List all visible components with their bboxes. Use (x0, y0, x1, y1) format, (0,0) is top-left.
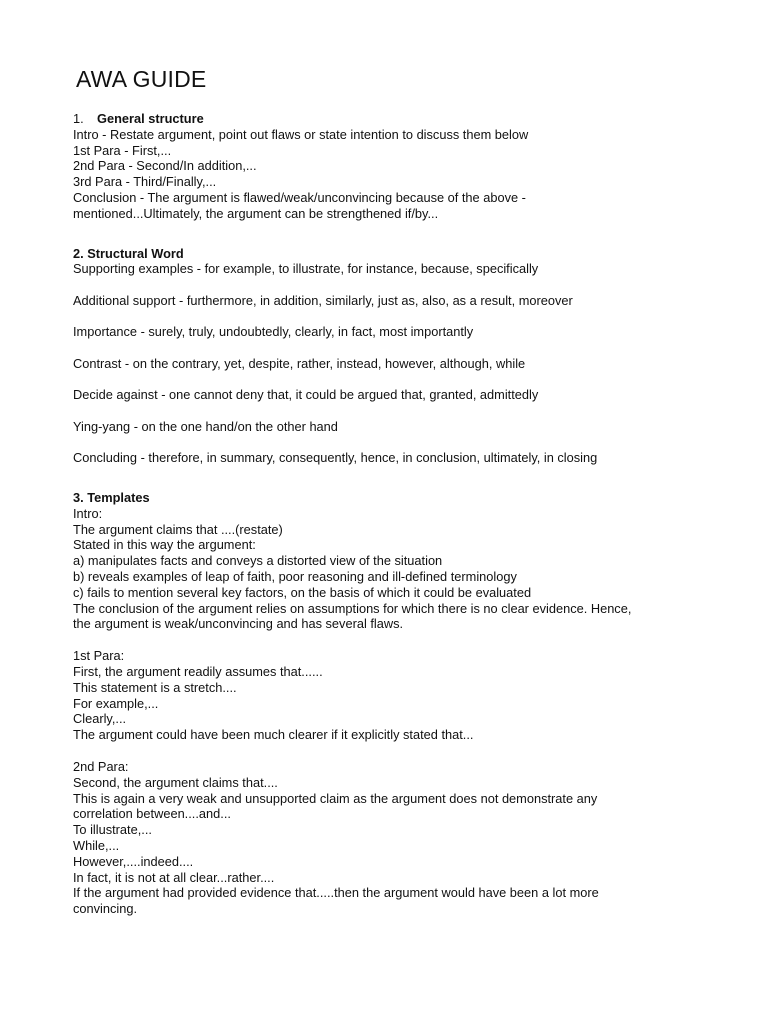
text-line: mentioned...Ultimately, the argument can be strengthened if/by... (73, 205, 439, 221)
section-heading-general-structure (73, 111, 723, 127)
section-heading-templates: 3. Templates (73, 490, 150, 506)
list-item: Importance - surely, truly, undoubtedly, clearly, in fact, most importantly (73, 324, 474, 340)
spacer (73, 632, 723, 648)
text-line: Conclusion - The argument is flawed/weak/unconvincing because of the above - (73, 189, 526, 205)
list-item: Contrast - on the contrary, yet, despite, rather, instead, however, although, while (73, 355, 526, 371)
text-line: Clearly,... (73, 711, 127, 727)
text-line: 1st Para - First,... (73, 142, 172, 158)
text-line: 3rd Para - Third/Finally,... (73, 174, 217, 190)
text-line: a) manipulates facts and conveys a distorted view of the situation (73, 553, 443, 569)
section-title: General structure (97, 111, 204, 126)
section-heading-structural-word: 2. Structural Word (73, 245, 184, 261)
text-line: To illustrate,... (73, 822, 152, 838)
spacer (73, 466, 723, 490)
list-item: Concluding - therefore, in summary, consequently, hence, in conclusion, ultimately, in closing (73, 450, 598, 466)
spacer (73, 222, 723, 246)
text-line: In fact, it is not at all clear...rather.... (73, 869, 275, 885)
text-line: the argument is weak/unconvincing and has several flaws. (73, 616, 404, 632)
page-title: AWA GUIDE (76, 66, 207, 92)
text-line: However,....indeed.... (73, 853, 194, 869)
text-line: Stated in this way the argument: (73, 537, 256, 553)
text-line: The argument could have been much clearer if it explicitly stated that... (73, 727, 474, 743)
section-number: 1. (73, 111, 84, 126)
text-line: c) fails to mention several key factors, on the basis of which it could be evaluated (73, 584, 532, 600)
text-line: 2nd Para: (73, 759, 129, 775)
text-line: Second, the argument claims that.... (73, 774, 278, 790)
text-line: correlation between....and... (73, 806, 231, 822)
list-item: Additional support - furthermore, in addition, similarly, just as, also, as a result, moreover (73, 292, 573, 308)
text-line: This statement is a stretch.... (73, 679, 237, 695)
document-body (73, 111, 723, 917)
text-line: While,... (73, 838, 120, 854)
text-line: 2nd Para - Second/In addition,... (73, 158, 257, 174)
text-line: The argument claims that ....(restate) (73, 521, 283, 537)
spacer (73, 743, 723, 759)
text-line: This is again a very weak and unsupported claim as the argument does not demonstrate any (73, 790, 598, 806)
list-item: Supporting examples - for example, to illustrate, for instance, because, specifically (73, 261, 539, 277)
text-line: The conclusion of the argument relies on assumptions for which there is no clear evidence. Hence, (73, 600, 632, 616)
text-line: 1st Para: (73, 648, 125, 664)
text-line: For example,... (73, 695, 159, 711)
text-line: b) reveals examples of leap of faith, poor reasoning and ill-defined terminology (73, 569, 517, 585)
text-line: First, the argument readily assumes that...... (73, 664, 323, 680)
list-item: Ying-yang - on the one hand/on the other hand (73, 418, 338, 434)
list-item: Decide against - one cannot deny that, it could be argued that, granted, admittedly (73, 387, 539, 403)
text-line: Intro: (73, 505, 103, 521)
text-line: If the argument had provided evidence that.....then the argument would have been a lot more (73, 885, 599, 901)
text-line: convincing. (73, 901, 138, 917)
text-line: Intro - Restate argument, point out flaws or state intention to discuss them below (73, 126, 529, 142)
